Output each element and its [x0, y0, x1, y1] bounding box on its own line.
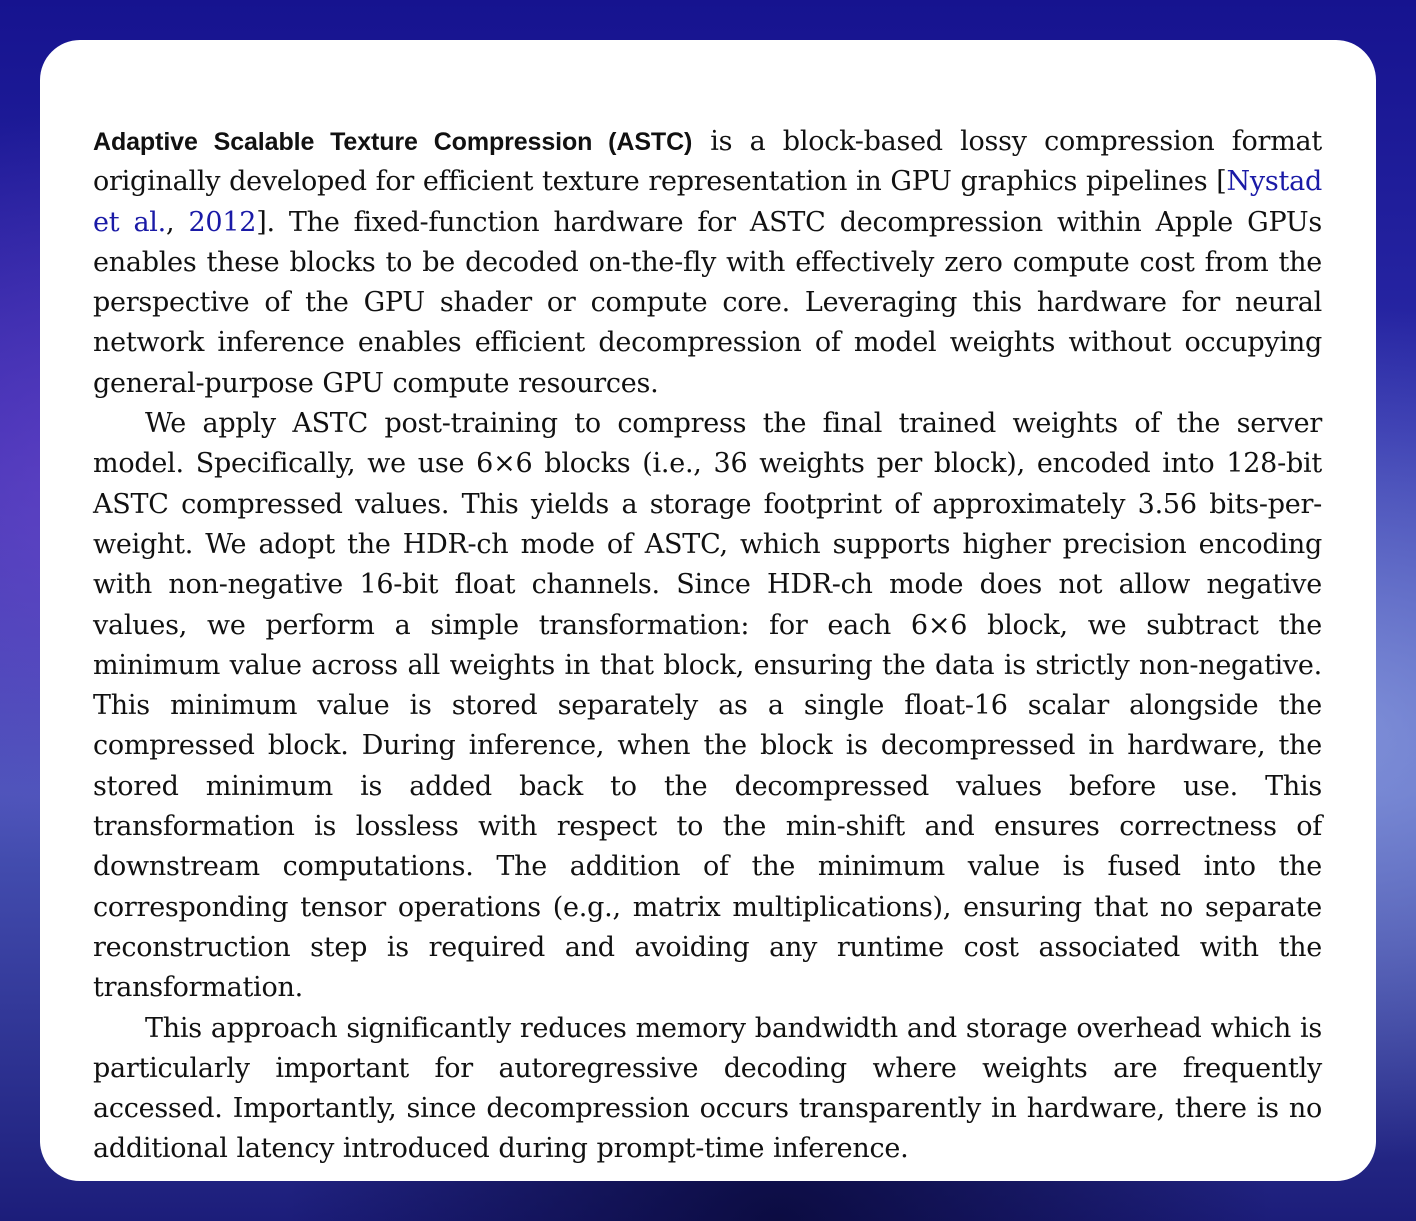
document-body	[93, 122, 1322, 1170]
paragraph-astc-benefits: This approach significantly reduces memory bandwidth and storage overhead which is particularly important for autoregressive decoding where weights are frequently accessed. Importantly, since decompression occurs transparently in hardware, there is no additional latency introduced during prompt-time inference.	[93, 1012, 1322, 1165]
paragraph-astc-intro	[93, 122, 1322, 404]
document-card	[40, 40, 1376, 1181]
term-heading: Adaptive Scalable Texture Compression (ASTC)	[93, 128, 693, 156]
paragraph-astc-method: We apply ASTC post-training to compress the final trained weights of the server model. Specifically, we use 6×6 blocks (i.e., 36 weights per block), encoded into 128-bit ASTC compressed values. This yields a storage footprint of approximately 3.56 bits-per-weight. We adopt the HDR-ch mode of ASTC, which supports higher precision encoding with non-negative 16-bit float channels. Since HDR-ch mode does not allow negative values, we perform a simple transformation: for each 6×6 block, we subtract the minimum value across all weights in that block, ensuring the data is strictly non-negative. This minimum value is stored separately as a single float-16 scalar alongside the compressed block. During inference, when the block is decompressed in hardware, the stored minimum is added back to the decompressed values before use. This transformation is lossless with respect to the min-shift and ensures correctness of downstream computations. The addition of the minimum value is fused into the corresponding tensor operations (e.g., matrix multiplications), ensuring that no separate reconstruction step is required and avoiding any runtime cost associated with the transformation.	[93, 408, 1322, 1004]
citation-year-link[interactable]: 2012	[188, 206, 257, 238]
intro-text: is a block-based lossy compression format originally developed for efficient texture representation in GPU graphics pipelines [	[93, 126, 1323, 198]
intro-text-continued: ]. The fixed-function hardware for ASTC decompression within Apple GPUs enables these blocks to be decoded on-the-fly with effectively zero compute cost from the perspective of the GPU shader or compute core. Leveraging this hardware for neural network inference enables efficient decompression of model weights without occupying general-purpose GPU compute resources.	[93, 206, 1322, 399]
citation-author-link[interactable]: Nystad et al.	[93, 166, 1322, 238]
citation-separator: ,	[166, 206, 189, 238]
